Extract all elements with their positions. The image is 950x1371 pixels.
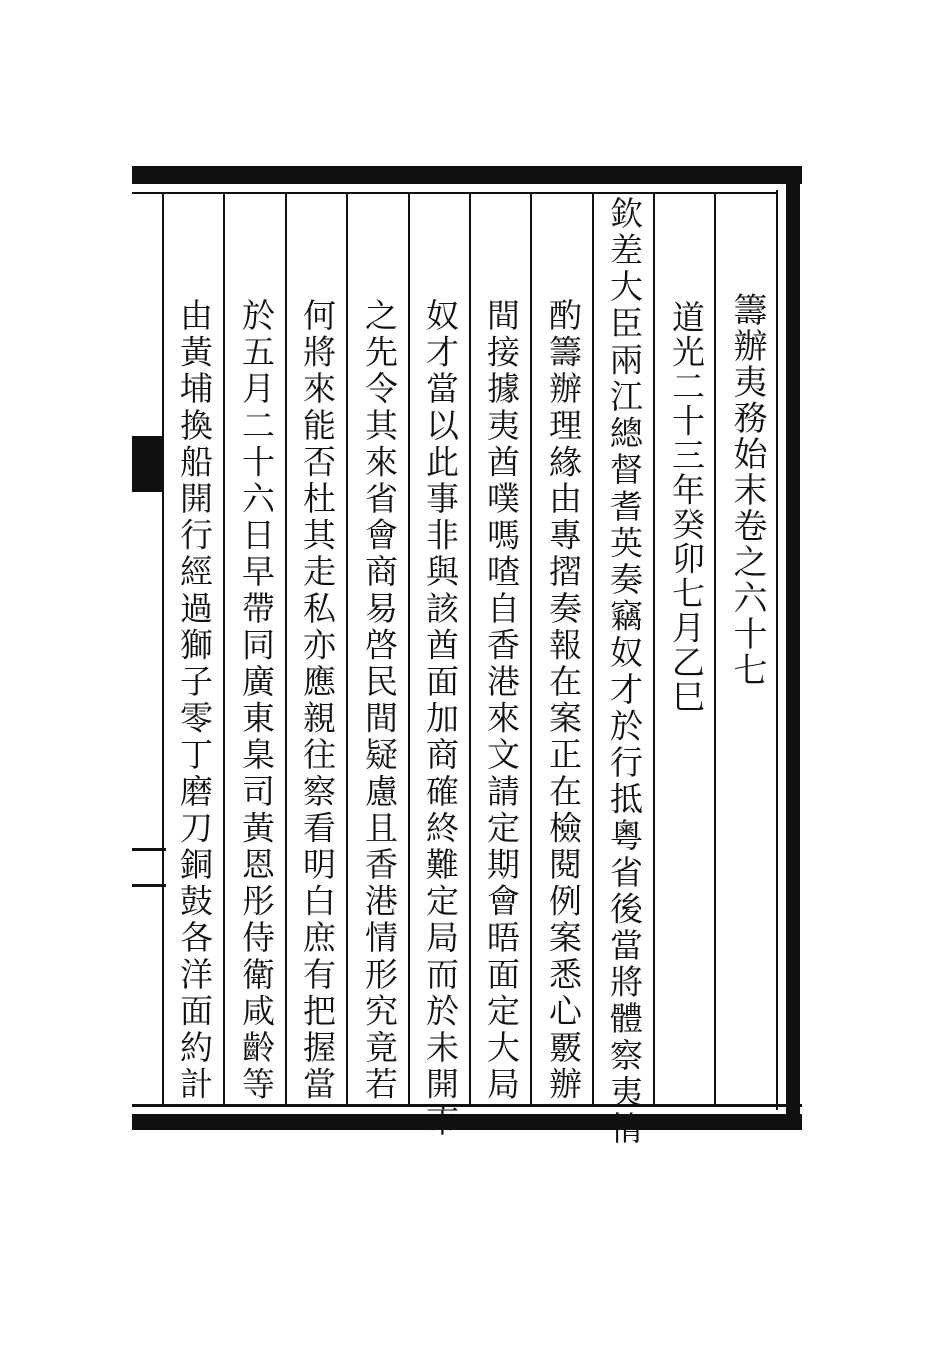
text-column-1: 欽差大臣兩江總督耆英奏竊奴才於行抵粵省後當將體察夷情 (605, 196, 644, 1148)
text-column-3: 間接據夷酋噗嗎喳自香港來文請定期會晤面定大局 (482, 298, 521, 1104)
text-column-5: 之先令其來省會商易啓民間疑慮且香港情形究竟若 (360, 298, 399, 1104)
top-inner-border (132, 192, 778, 194)
text-column-7: 於五月二十六日早帶同廣東臬司黃恩彤侍衛咸齡等 (237, 298, 276, 1104)
text-column-6: 何將來能否杜其走私亦應親往察看明白庶有把握當 (298, 298, 337, 1104)
margin-rule-bottom (132, 884, 166, 887)
text-column-8: 由黃埔換船開行經過獅子零丁磨刀銅鼓各洋面約計 (175, 298, 214, 1104)
right-border (786, 166, 800, 1130)
text-column-2: 酌籌辦理緣由專摺奏報在案正在檢閱例案悉心覈辦 (544, 298, 583, 1104)
volume-title: 籌辦夷務始末卷之六十七 (727, 292, 767, 688)
fish-tail-mark (132, 436, 162, 492)
date-line: 道光二十三年癸卯七月乙巳 (667, 300, 706, 714)
top-border (132, 166, 802, 184)
text-column-4: 奴才當以此事非與該酋面加商確終難定局而於未開市 (421, 298, 460, 1140)
margin-rule-top (132, 848, 166, 851)
